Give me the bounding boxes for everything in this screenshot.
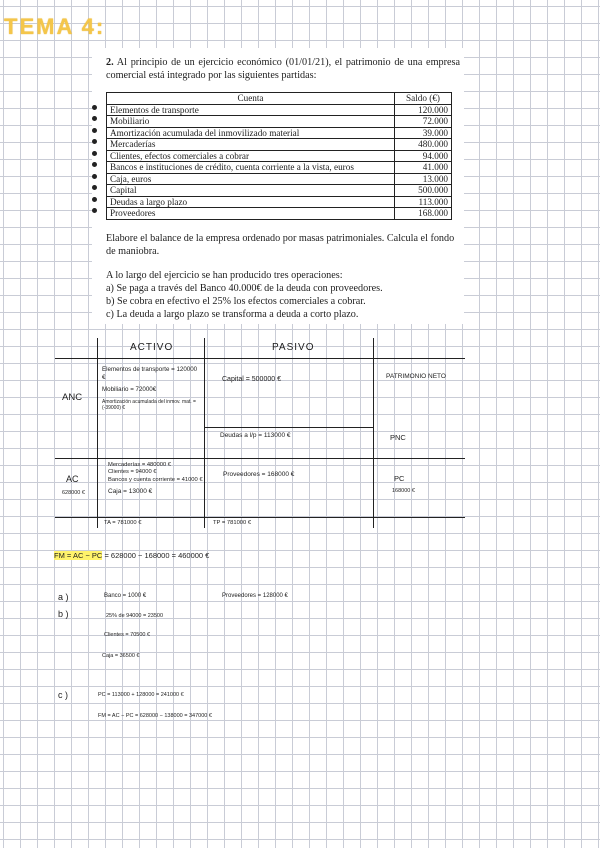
table-row — [107, 116, 452, 128]
anc-item: Mobiliario = 72000€ — [102, 386, 157, 393]
row-account: Deudas a largo plazo — [110, 196, 188, 207]
bullet-dot — [92, 116, 97, 121]
total-pasivo: TP = 781000 € — [213, 520, 252, 526]
exercise-task: Elabore el balance de la empresa ordenado por masas patrimoniales. Calcula el fondo de maniobra. — [106, 233, 455, 257]
row-balance: 41.000 — [395, 162, 452, 174]
table-row — [107, 208, 452, 220]
accounts-table — [106, 92, 452, 220]
row-account: Mercaderías — [110, 139, 156, 149]
ac-item: Bancos y cuenta corriente = 41000 € — [108, 476, 203, 483]
deudas-lp-entry: Deudas a l/p = 113000 € — [220, 432, 291, 439]
anc-item: Elementos de transporte = 120000 € — [102, 366, 198, 381]
row-account: Capital — [110, 185, 137, 195]
fm-label: FM = AC − PC — [54, 551, 103, 560]
note-b-label: b ) — [58, 609, 69, 619]
note-a-proveedores: Proveedores = 128000 € — [222, 593, 288, 599]
bullet-dot — [92, 197, 97, 202]
row-account: Caja, euros — [110, 173, 152, 184]
pasivo-header: PASIVO — [272, 342, 315, 353]
ac-label: AC — [66, 474, 79, 484]
operation-b: b) Se cobra en efectivo el 25% los efectos comerciales a cobrar. — [106, 296, 366, 307]
exercise-printout — [92, 48, 464, 324]
balance-bottom-line — [55, 517, 465, 518]
operation-c: c) La deuda a largo plazo se transforma a deuda a corto plazo. — [106, 309, 359, 320]
balance-col-line-2 — [204, 338, 205, 528]
exercise-intro — [106, 56, 460, 82]
row-account: Mobiliario — [110, 116, 150, 126]
note-c-fm: FM = AC − PC = 628000 − 138000 = 347000 € — [98, 713, 212, 719]
exercise-number: 2. — [106, 57, 114, 68]
activo-header: ACTIVO — [130, 342, 174, 353]
total-activo: TA = 781000 € — [104, 520, 142, 526]
note-a-label: a ) — [58, 592, 69, 602]
balance-col-line-3 — [373, 338, 374, 528]
row-account: Clientes, efectos comerciales a cobrar — [110, 150, 250, 161]
bullet-dot — [92, 162, 97, 167]
ac-item: Mercaderías = 480000 € — [108, 462, 172, 468]
table-row — [107, 162, 452, 174]
pc-label: PC — [394, 474, 405, 483]
table-row — [107, 127, 452, 139]
page-title: TEMA 4: — [4, 14, 106, 39]
note-b-caja: Caja = 36500 € — [102, 653, 140, 659]
note-c-label: c ) — [58, 690, 68, 700]
note-a-banco: Banco = 1000 € — [104, 593, 147, 599]
row-balance: 500.000 — [395, 185, 452, 197]
pnc-label: PNC — [390, 433, 406, 442]
bullet-dot — [92, 105, 97, 110]
balance-pasivo-split — [205, 427, 373, 428]
bullet-dot — [92, 139, 97, 144]
bullet-dot — [92, 185, 97, 190]
note-b-calc: 25% de 94000 = 23500 — [106, 613, 164, 619]
row-account: Elementos de transporte — [110, 104, 199, 115]
operation-a: a) Se paga a través del Banco 40.000€ de la deuda con proveedores. — [106, 283, 383, 294]
row-balance: 39.000 — [395, 127, 452, 139]
row-account: Proveedores — [110, 208, 156, 218]
capital-entry: Capital = 500000 € — [222, 376, 281, 383]
operations-intro: A lo largo del ejercicio se han producido tres operaciones: — [106, 270, 343, 281]
balance-col-line-1 — [97, 338, 98, 528]
proveedores-entry: Proveedores = 168000 € — [223, 471, 295, 478]
balance-top-line — [55, 358, 465, 359]
balance-mid-line — [55, 458, 465, 459]
bullet-dot — [92, 174, 97, 179]
row-account: Amortización acumulada del inmovilizado material — [110, 127, 300, 138]
table-row — [107, 173, 452, 185]
accounts-table-header — [107, 93, 452, 105]
row-account: Bancos e instituciones de crédito, cuenta corriente a la vista, euros — [110, 162, 354, 172]
header-cuenta: Cuenta — [107, 93, 395, 105]
note-c-pc: PC = 113000 + 128000 = 241000 € — [98, 692, 184, 698]
row-balance: 94.000 — [395, 150, 452, 162]
ac-item: Clientes = 94000 € — [108, 469, 157, 476]
anc-label: ANC — [62, 392, 83, 403]
pc-total: 168000 € — [392, 488, 415, 494]
row-balance: 480.000 — [395, 139, 452, 151]
row-balance: 168.000 — [395, 208, 452, 220]
fm-line — [54, 551, 209, 560]
table-row — [107, 139, 452, 151]
note-b-clientes: Clientes = 70500 € — [104, 632, 151, 638]
exercise-intro-text: Al principio de un ejercicio económico (01/01/21), el patrimonio de una empresa comercial está integrado por las siguientes partidas: — [106, 57, 460, 81]
table-row — [107, 196, 452, 208]
table-row — [107, 185, 452, 197]
bullet-dot — [92, 128, 97, 133]
table-row — [107, 150, 452, 162]
anc-items — [102, 366, 202, 411]
patrimonio-neto-label: PATRIMONIO NETO — [386, 373, 446, 380]
bullet-dot — [92, 151, 97, 156]
bullet-dot — [92, 208, 97, 213]
header-saldo: Saldo (€) — [395, 93, 452, 105]
row-balance: 13.000 — [395, 173, 452, 185]
fm-calc: = 628000 − 168000 = 460000 € — [104, 551, 210, 560]
row-balance: 72.000 — [395, 116, 452, 128]
table-row — [107, 104, 452, 116]
ac-item: Caja = 13000 € — [108, 487, 153, 495]
row-balance: 120.000 — [395, 104, 452, 116]
anc-item: Amortización acumulada del inmov. mat. = (-39000) € — [102, 398, 196, 411]
ac-items — [108, 462, 204, 495]
operations — [106, 269, 460, 321]
ac-total: 628000 € — [62, 490, 85, 496]
row-balance: 113.000 — [395, 196, 452, 208]
